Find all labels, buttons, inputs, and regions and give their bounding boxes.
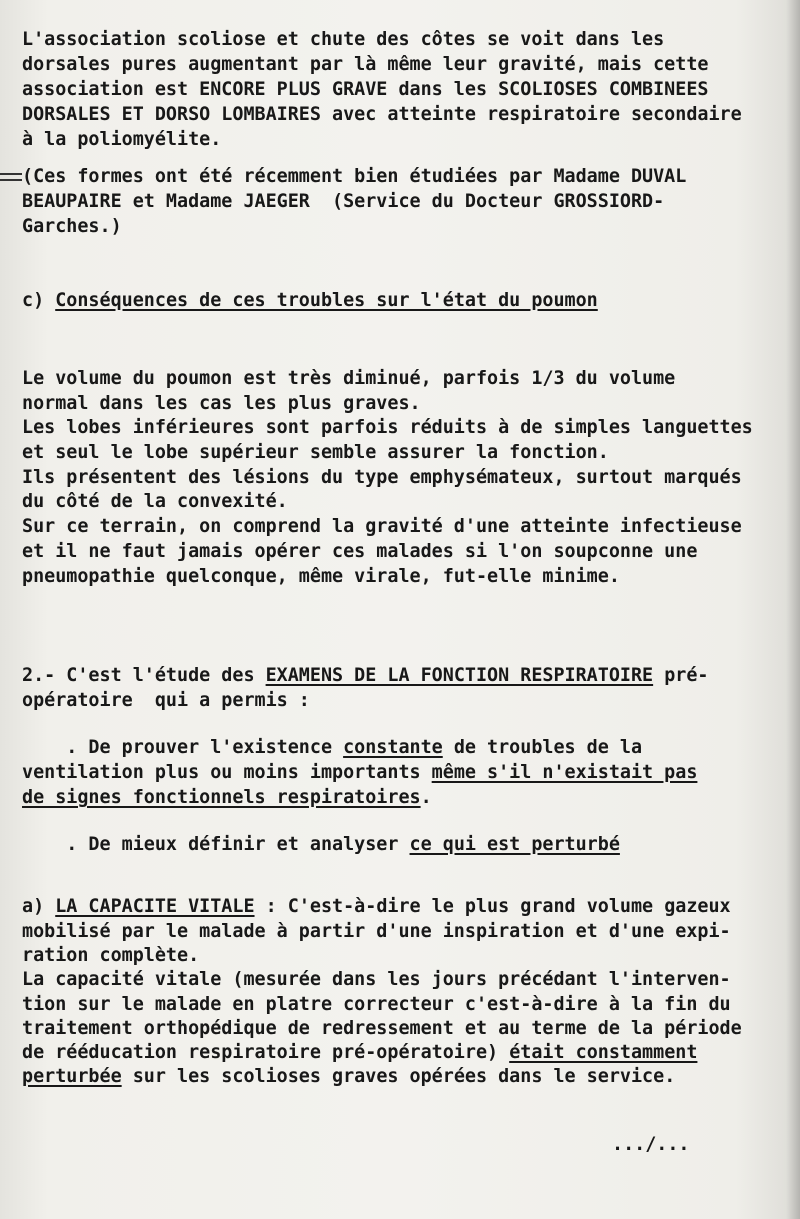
para4-l5-underlined: perturbée — [22, 1066, 122, 1087]
para1-line: DORSALES ET DORSO LOMBAIRES avec atteinte respiratoire secondaire — [22, 104, 742, 125]
para3-line: pneumopathie quelconque, même virale, fut-elle minime. — [22, 566, 620, 587]
para3-line: du côté de la convexité. — [22, 491, 288, 512]
para1-line: association est ENCORE PLUS GRAVE dans les SCOLIOSES COMBINEES — [22, 79, 709, 100]
para4-line3: traitement orthopédique de redressement et au terme de la période — [22, 1018, 742, 1039]
section2-suffix: pré- — [653, 665, 709, 686]
para3-line: Le volume du poumon est très diminué, parfois 1/3 du volume — [22, 368, 676, 389]
bullet1-line1 — [22, 736, 642, 760]
bullet2-line — [22, 833, 620, 857]
section-a-heading: LA CAPACITE VITALE — [55, 896, 255, 917]
para3-line: Ils présentent des lésions du type emphysémateux, surtout marqués — [22, 467, 742, 488]
para3-line: et il ne faut jamais opérer ces malades si l'on soupconne une — [22, 541, 698, 562]
bullet1-line3 — [22, 786, 432, 810]
bullet1-suffix: de troubles de la — [442, 737, 643, 758]
para1-line: à la poliomyélite. — [22, 129, 222, 150]
para4-line4 — [22, 1041, 697, 1065]
bullet1-l3-underlined: de signes fonctionnels respiratoires — [22, 787, 421, 808]
para4-l5-suffix: sur les scolioses graves opérées dans le service. — [121, 1066, 676, 1087]
margin-mark — [0, 173, 22, 181]
section2-line2: opératoire qui a permis : — [22, 690, 310, 711]
section2-prefix: 2.- C'est l'étude des — [22, 665, 266, 686]
para3-line: Les lobes inférieures sont parfois réduits à de simples languettes — [22, 417, 753, 438]
section-a-line2: mobilisé par le malade à partir d'une inspiration et d'une expi- — [22, 921, 731, 942]
section-c-title: Conséquences de ces troubles sur l'état du poumon — [55, 290, 598, 311]
section-a-label: a) — [22, 896, 56, 917]
page-edge-shadow — [786, 0, 800, 1219]
bullet1-prefix: . De prouver l'existence — [22, 737, 344, 758]
bullet1-l3-suffix: . — [420, 787, 432, 808]
para1-line: L'association scoliose et chute des côtes se voit dans les — [22, 29, 665, 50]
bullet2-prefix: . De mieux définir et analyser — [22, 834, 410, 855]
section-c-label: c) — [22, 290, 56, 311]
section-c-heading — [22, 289, 598, 313]
bullet2-underlined: ce qui est perturbé — [409, 834, 620, 855]
continuation-mark: .../... — [612, 1134, 690, 1155]
bullet1-underlined: constante — [343, 737, 443, 758]
section2-line1 — [22, 664, 709, 688]
section2-underlined: EXAMENS DE LA FONCTION RESPIRATOIRE — [265, 665, 654, 686]
para2-line: BEAUPAIRE et Madame JAEGER (Service du Docteur GROSSIORD- — [22, 191, 665, 212]
para4-l4-underlined: était constamment — [509, 1042, 698, 1063]
para2-line: Garches.) — [22, 216, 122, 237]
para3-line: et seul le lobe supérieur semble assurer la fonction. — [22, 442, 609, 463]
bullet1-l2-underlined: même s'il n'existait pas — [431, 762, 698, 783]
bullet1-l2-prefix: ventilation plus ou moins importants — [22, 762, 432, 783]
bullet1-line2 — [22, 761, 697, 785]
para4-line1: La capacité vitale (mesurée dans les jours précédant l'interven- — [22, 969, 731, 990]
para2-line: (Ces formes ont été récemment bien étudiées par Madame DUVAL — [22, 166, 687, 187]
section-a-suffix: : C'est-à-dire le plus grand volume gazeux — [254, 896, 731, 917]
para4-l4-prefix: de rééducation respiratoire pré-opératoire) — [22, 1042, 510, 1063]
para3-line: normal dans les cas les plus graves. — [22, 393, 421, 414]
section-a-line1 — [22, 895, 731, 919]
para1-line: dorsales pures augmentant par là même leur gravité, mais cette — [22, 54, 709, 75]
para3-line: Sur ce terrain, on comprend la gravité d'une atteinte infectieuse — [22, 516, 742, 537]
para4-line2: tion sur le malade en platre correcteur c'est-à-dire à la fin du — [22, 994, 731, 1015]
section-a-line3: ration complète. — [22, 945, 200, 966]
para4-line5 — [22, 1065, 675, 1089]
